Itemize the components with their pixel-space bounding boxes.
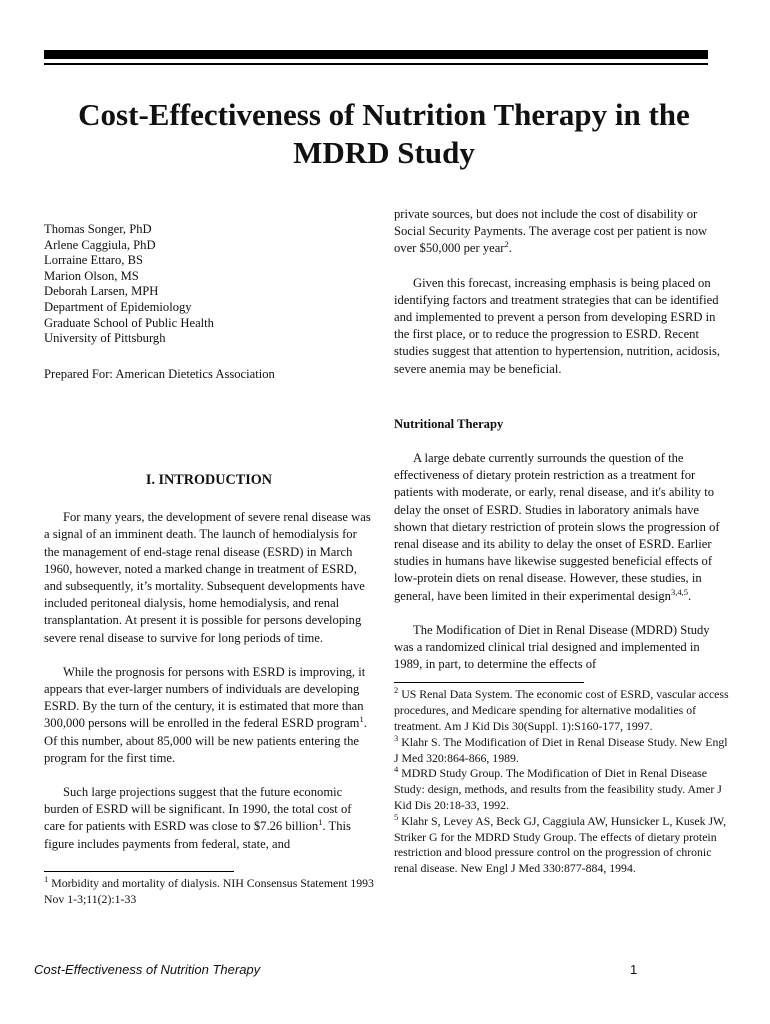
footnote-4: $^4$ MDRD Study Group. The Modification of Diet in Renal Disease Study: design, methods, and results from the feasibility study. Amer J Kid Dis 20:18-33, 1992. bbox=[394, 764, 722, 813]
footnote-divider bbox=[44, 871, 234, 872]
intro-paragraph-2: While the prognosis for persons with ESRD is improving, it appears that ever-larger numbers of individuals are developing ESRD. By the turn of the century, it is estimated that more than 300,000 persons will be enrolled in the federal ESRD program$^1$. Of this number, about 85,000 will be new patients entering the program for the first time. bbox=[44, 664, 367, 765]
author-line: Arlene Caggiula, PhD bbox=[44, 237, 156, 252]
author-line: Deborah Larsen, MPH bbox=[44, 284, 159, 299]
title-line-2: MDRD Study bbox=[293, 135, 475, 170]
author-line: Lorraine Ettaro, BS bbox=[44, 253, 143, 268]
footnote-ref[interactable]: 2 bbox=[504, 239, 509, 250]
document-title bbox=[44, 96, 724, 172]
footnote-2: $^2$ US Renal Data System. The economic cost of ESRD, vascular access procedures, and Medicare spending for alternative modalities of treatment. Am J Kid Dis 30(Suppl. 1):S160-177, 1997. bbox=[394, 685, 729, 734]
footnote-divider bbox=[394, 682, 584, 683]
author-block bbox=[44, 222, 374, 347]
page-number: 1 bbox=[630, 962, 638, 977]
intro-paragraph-1: For many years, the development of severe renal disease was a signal of an imminent death. The launch of hemodialysis for the management of end-stage renal disease (ESRD) in March 1960, however, noted a marked change in treatment of ESRD, and subsequently, it’s mortality. Subsequent developments have included peritoneal dialysis, home hemodialysis, and renal transplantation. At present it is possible for persons developing severe renal disease to survive for long periods of time. bbox=[44, 510, 371, 645]
right-paragraph-4: The Modification of Diet in Renal Disease (MDRD) Study was a randomized clinical trial designed and implemented in 1989, in part, to determine the effects of bbox=[394, 622, 710, 672]
footnote-ref[interactable]: 1 bbox=[318, 817, 323, 828]
author-line: Marion Olson, MS bbox=[44, 268, 139, 283]
footnote-ref[interactable]: 1 bbox=[359, 714, 364, 725]
author-line: Thomas Songer, PhD bbox=[44, 222, 152, 236]
footnote-1: $^1$ Morbidity and mortality of dialysis. NIH Consensus Statement 1993 Nov 1-3;11(2):1-33 bbox=[44, 873, 374, 906]
left-column bbox=[44, 222, 374, 907]
intro-paragraph-3: Such large projections suggest that the future economic burden of ESRD will be significant. In 1990, the total cost of care for patients with ESRD was close to $7.26 billion$^1$. This figure includes payments from federal, state, and bbox=[44, 785, 352, 851]
footnote-5: $^5$ Klahr S, Levey AS, Beck GJ, Caggiula AW, Hunsicker L, Kusek JW, Striker G for the MDRD Study Group. The effects of dietary protein restriction and blood pressure control on the progression of chronic renal disease. New Engl J Med 330:877-884, 1994. bbox=[394, 811, 727, 876]
right-paragraph-2: Given this forecast, increasing emphasis is being placed on identifying factors and treatment strategies that can be identified and implemented to prevent a person from developing ESRD in the first place, or to reduce the progression to ESRD. Recent studies suggest that attention to hypertension, nutrition, acidosis, severe anemia may be beneficial. bbox=[394, 275, 720, 376]
right-paragraph-1: private sources, but does not include the cost of disability or Social Security Payments. The average cost per patient is now over $50,000 per year$^2$. bbox=[394, 207, 708, 256]
section-heading-introduction: I. INTRODUCTION bbox=[145, 471, 273, 488]
header-rule-thin bbox=[44, 63, 708, 65]
footer-title: Cost-Effectiveness of Nutrition Therapy bbox=[34, 962, 261, 977]
right-paragraph-3: A large debate currently surrounds the question of the effectiveness of dietary protein restriction as a treatment for patients with moderate, or early, renal disease, and it's ability to delay the onset of ESRD. Studies in laboratory animals have shown that dietary restriction of protein slows the progression of renal disease and its ability to delay the onset of ESRD. Earlier studies in humans have likewise suggested beneficial effects of low-protein diets on renal disease. However, these studies, in general, have been limited in their experimental design$^{3,4,5}$. bbox=[394, 451, 720, 603]
affiliation-line: Graduate School of Public Health bbox=[44, 315, 214, 330]
subheading-nutritional-therapy: Nutritional Therapy bbox=[394, 416, 504, 431]
prepared-for: Prepared For: American Dietetics Association bbox=[44, 366, 275, 381]
affiliation-line: University of Pittsburgh bbox=[44, 331, 166, 346]
footnote-3: $^3$ Klahr S. The Modification of Diet in Renal Disease Study. New Engl J Med 320:864-866, 1989. bbox=[394, 732, 728, 765]
right-column bbox=[394, 206, 730, 877]
header-rule-thick bbox=[44, 50, 708, 59]
affiliation-line: Department of Epidemiology bbox=[44, 299, 192, 314]
title-line-1: Cost-Effectiveness of Nutrition Therapy in the bbox=[78, 97, 690, 132]
footnote-ref[interactable]: 3,4,5 bbox=[670, 586, 688, 597]
